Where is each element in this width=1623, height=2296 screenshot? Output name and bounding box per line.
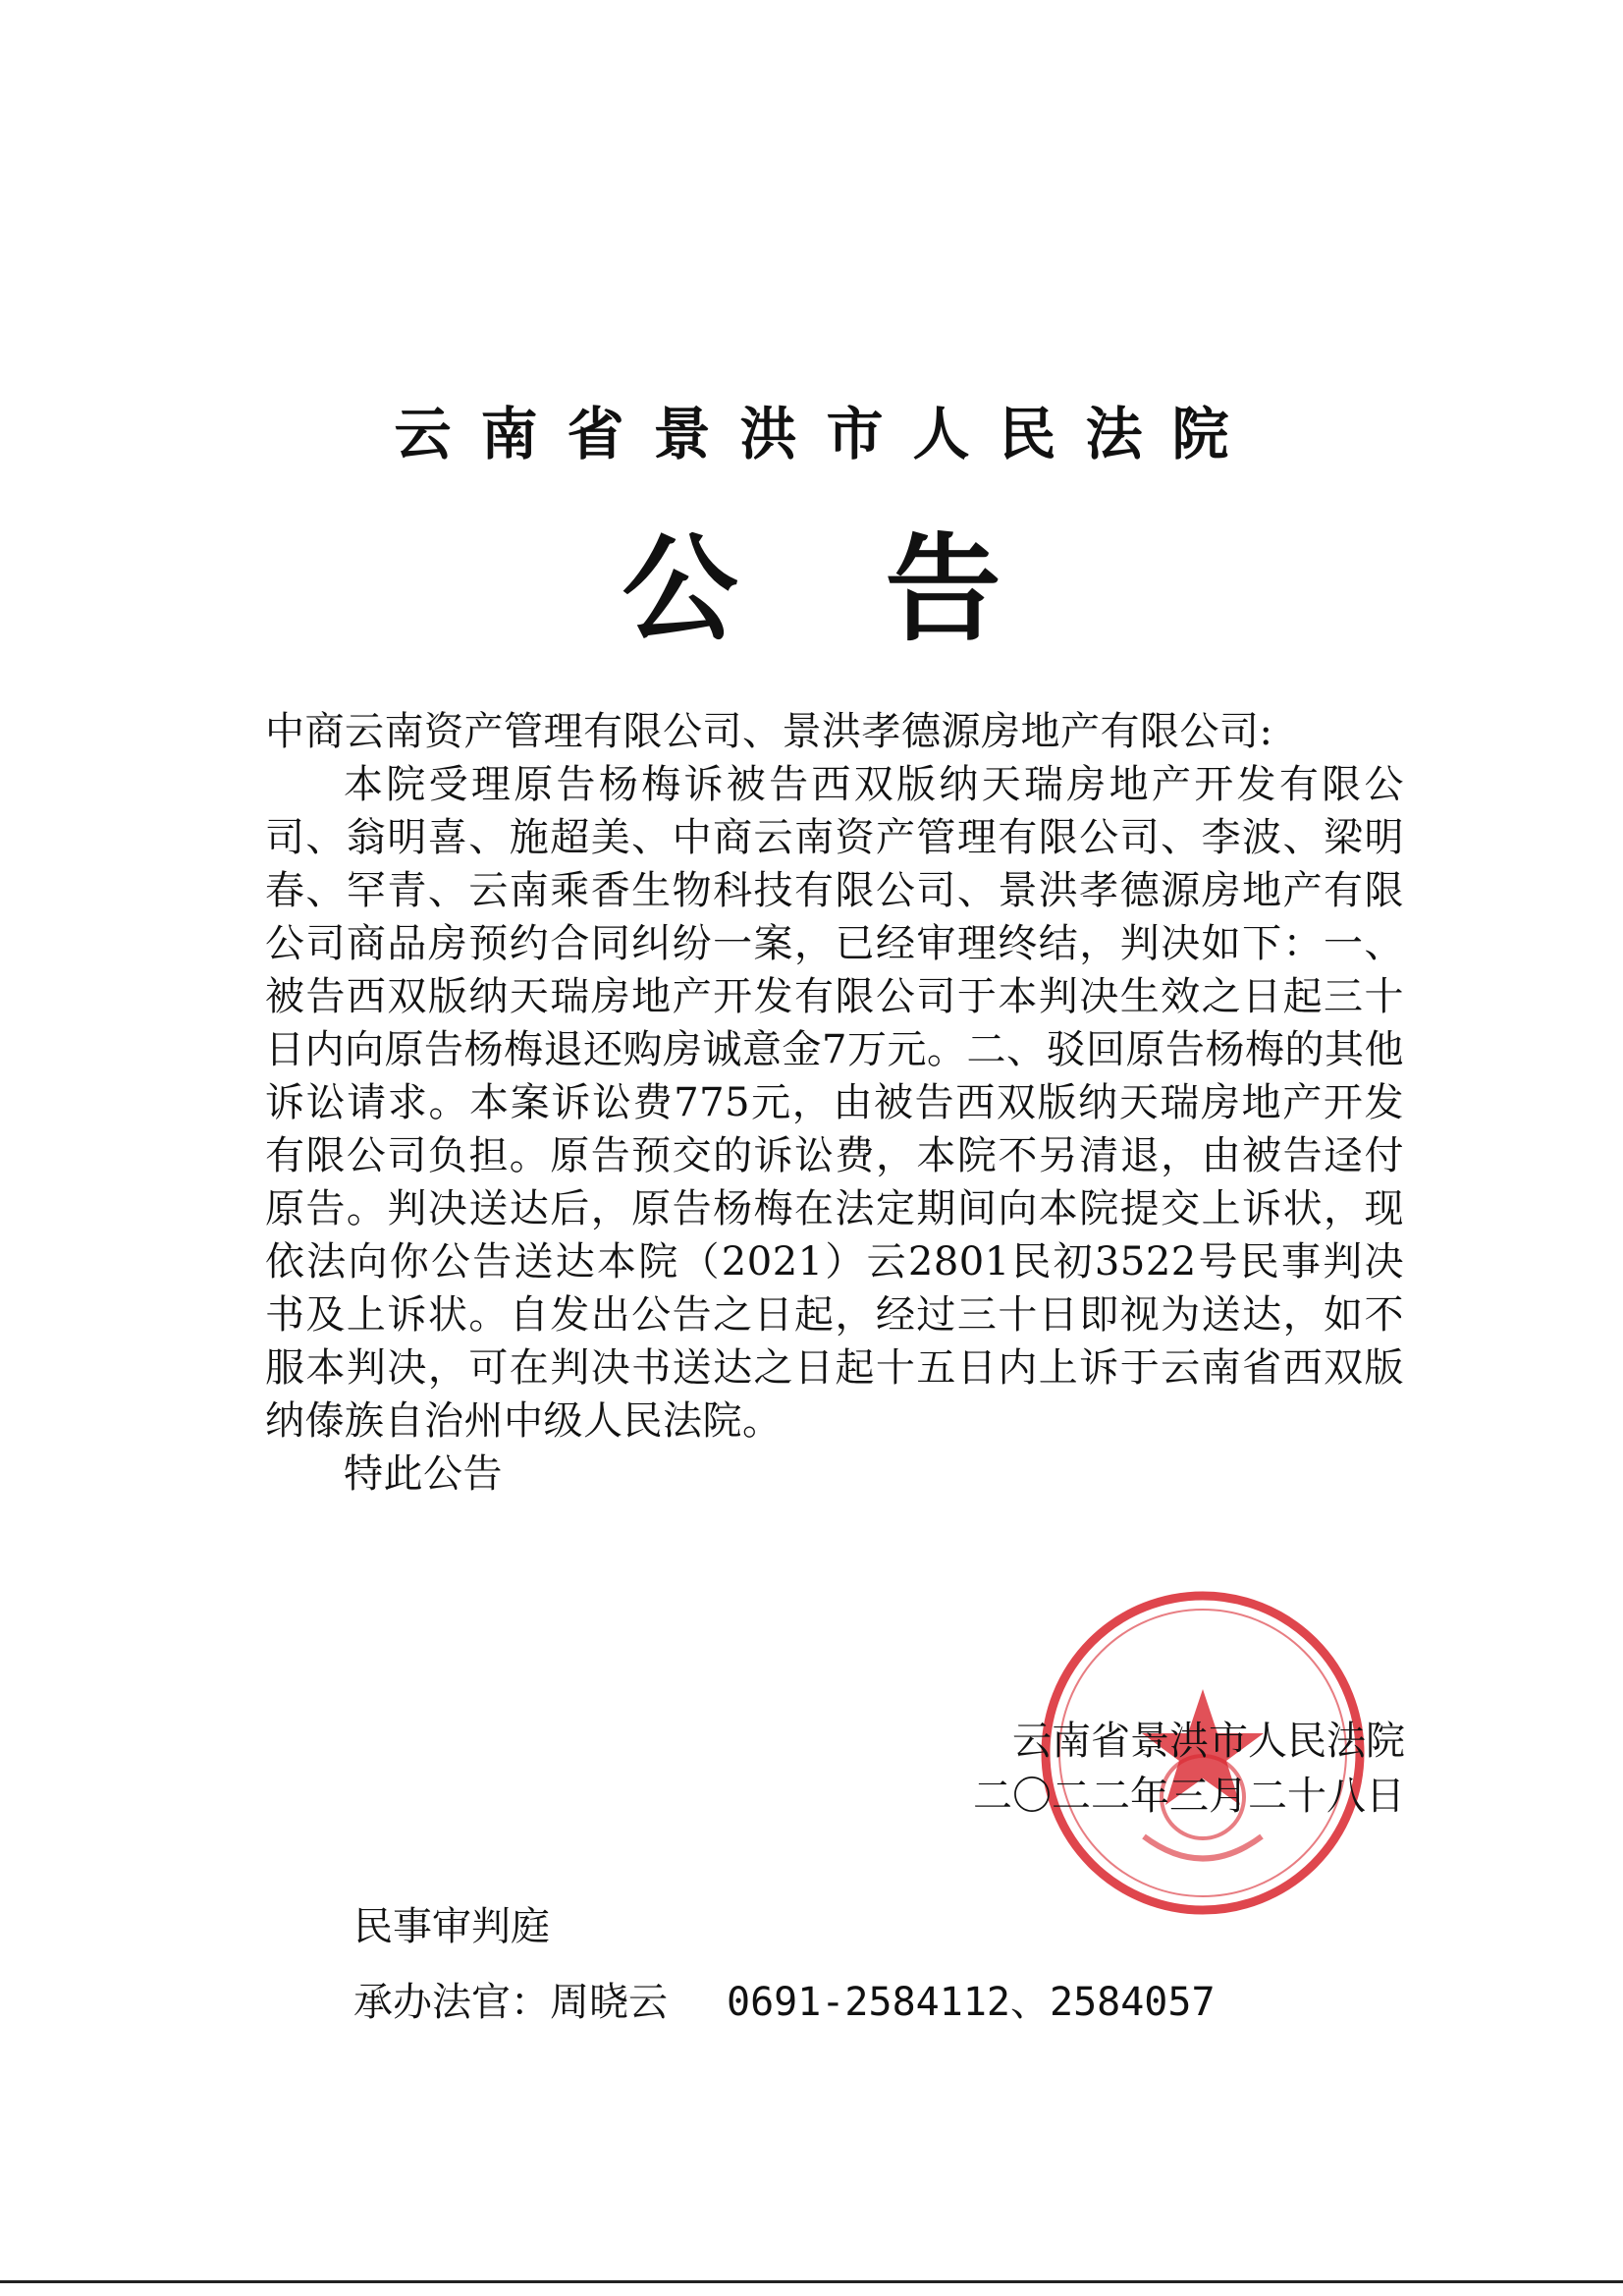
closing-phrase: 特此公告 — [344, 1451, 503, 1497]
addressee: 中商云南资产管理有限公司、景洪孝德源房地产有限公司: — [265, 709, 1273, 754]
document-title: 公告 — [622, 521, 1149, 657]
bottom-rule — [0, 2280, 1623, 2283]
notice-body — [265, 705, 1404, 1501]
notice-paragraph: 本院受理原告杨梅诉被告西双版纳天瑞房地产开发有限公司、翁明喜、施超美、中商云南资产管理有限公司、李波、梁明春、罕青、云南乘香生物科技有限公司、景洪孝德源房地产有限公司商品房预约合同纠纷一案，已经审理终结，判决如下：一、被告西双版纳天瑞房地产开发有限公司于本判决生效之日起三十日内向原告杨梅退还购房诚意金7万元。二、驳回原告杨梅的其他诉讼请求。本案诉讼费775元，由被告西双版纳天瑞房地产开发有限公司负担。原告预交的诉讼费，本院不另清退，由被告迳付原告。判决送达后，原告杨梅在法定期间向本院提交上诉状，现依法向你公告送达本院（2021）云2801民初3522号民事判决书及上诉状。自发出公告之日起，经过三十日即视为送达，如不服本判决，可在判决书送达之日起十五日内上诉于云南省西双版纳傣族自治州中级人民法院。 — [265, 762, 1404, 1444]
court-name-heading: 云南省景洪市人民法院 — [394, 401, 1259, 467]
judge-name: 承办法官：周晓云 — [353, 1980, 668, 2025]
signing-date: 二〇二二年三月二十八日 — [973, 1774, 1405, 1819]
contact-phone: 0691-2584112、2584057 — [727, 1980, 1216, 2025]
department-name: 民事审判庭 — [353, 1904, 550, 1949]
judge-contact-line — [353, 1971, 1216, 2027]
signing-court: 云南省景洪市人民法院 — [1012, 1719, 1405, 1764]
signature-block — [973, 1714, 1405, 1824]
